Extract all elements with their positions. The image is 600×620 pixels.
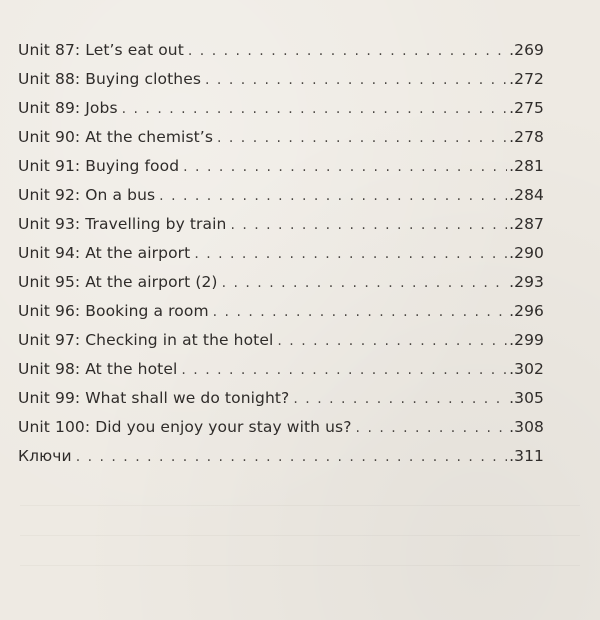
toc-entry-title: Unit 93: Travelling by train <box>18 215 227 233</box>
toc-entry <box>18 447 544 476</box>
toc-entry-page: .302 <box>509 360 544 378</box>
toc-entry-page: .269 <box>509 41 544 59</box>
toc-entry <box>18 41 544 70</box>
toc-dot-leader <box>188 43 507 59</box>
toc-entry <box>18 418 544 447</box>
toc-dot-leader <box>217 130 507 146</box>
toc-entry <box>18 157 544 186</box>
toc-entry-title: Unit 100: Did you enjoy your stay with us? <box>18 418 352 436</box>
toc-entry <box>18 302 544 331</box>
toc-entry-title: Unit 89: Jobs <box>18 99 118 117</box>
toc-dot-leader <box>122 101 507 117</box>
toc-entry-page: .308 <box>509 418 544 436</box>
toc-entry-title: Unit 90: At the chemist’s <box>18 128 213 146</box>
toc-dot-leader <box>205 72 507 88</box>
toc-entry <box>18 273 544 302</box>
toc-entry-title: Unit 92: On a bus <box>18 186 156 204</box>
toc-dot-leader <box>159 188 507 204</box>
toc-entry-page: .311 <box>509 447 544 465</box>
toc-dot-leader <box>183 159 507 175</box>
toc-entry <box>18 128 544 157</box>
toc-entry-title: Ключи <box>18 447 72 465</box>
toc-entry-title: Unit 97: Checking in at the hotel <box>18 331 274 349</box>
show-through-line <box>20 535 580 536</box>
toc-entry-title: Unit 87: Let’s eat out <box>18 41 184 59</box>
toc-dot-leader <box>181 362 507 378</box>
toc-dot-leader <box>76 449 507 465</box>
toc-entry <box>18 186 544 215</box>
toc-entry-title: Unit 95: At the airport (2) <box>18 273 218 291</box>
show-through-line <box>20 565 580 566</box>
toc-entry-page: .281 <box>509 157 544 175</box>
toc-entry-page: .290 <box>509 244 544 262</box>
toc-entry-title: Unit 99: What shall we do tonight? <box>18 389 290 407</box>
toc-entry-page: .299 <box>509 331 544 349</box>
toc-entry-title: Unit 91: Buying food <box>18 157 180 175</box>
toc-entry <box>18 99 544 128</box>
toc-entry-page: .284 <box>509 186 544 204</box>
table-of-contents <box>18 41 544 476</box>
toc-dot-leader <box>277 333 507 349</box>
toc-dot-leader <box>293 391 507 407</box>
toc-entry <box>18 70 544 99</box>
toc-dot-leader <box>356 420 508 436</box>
toc-dot-leader <box>222 275 507 291</box>
toc-entry-title: Unit 88: Buying clothes <box>18 70 202 88</box>
toc-dot-leader <box>213 304 507 320</box>
toc-entry <box>18 360 544 389</box>
toc-dot-leader <box>230 217 507 233</box>
toc-entry <box>18 244 544 273</box>
toc-entry <box>18 389 544 418</box>
toc-entry-page: .272 <box>509 70 544 88</box>
toc-entry <box>18 215 544 244</box>
toc-entry-page: .296 <box>509 302 544 320</box>
toc-entry <box>18 331 544 360</box>
toc-entry-page: .287 <box>509 215 544 233</box>
toc-entry-title: Unit 96: Booking a room <box>18 302 209 320</box>
toc-entry-page: .305 <box>509 389 544 407</box>
toc-entry-page: .275 <box>509 99 544 117</box>
show-through-line <box>20 505 580 506</box>
toc-dot-leader <box>194 246 507 262</box>
toc-entry-page: .293 <box>509 273 544 291</box>
toc-entry-title: Unit 98: At the hotel <box>18 360 178 378</box>
toc-entry-title: Unit 94: At the airport <box>18 244 191 262</box>
toc-entry-page: .278 <box>509 128 544 146</box>
